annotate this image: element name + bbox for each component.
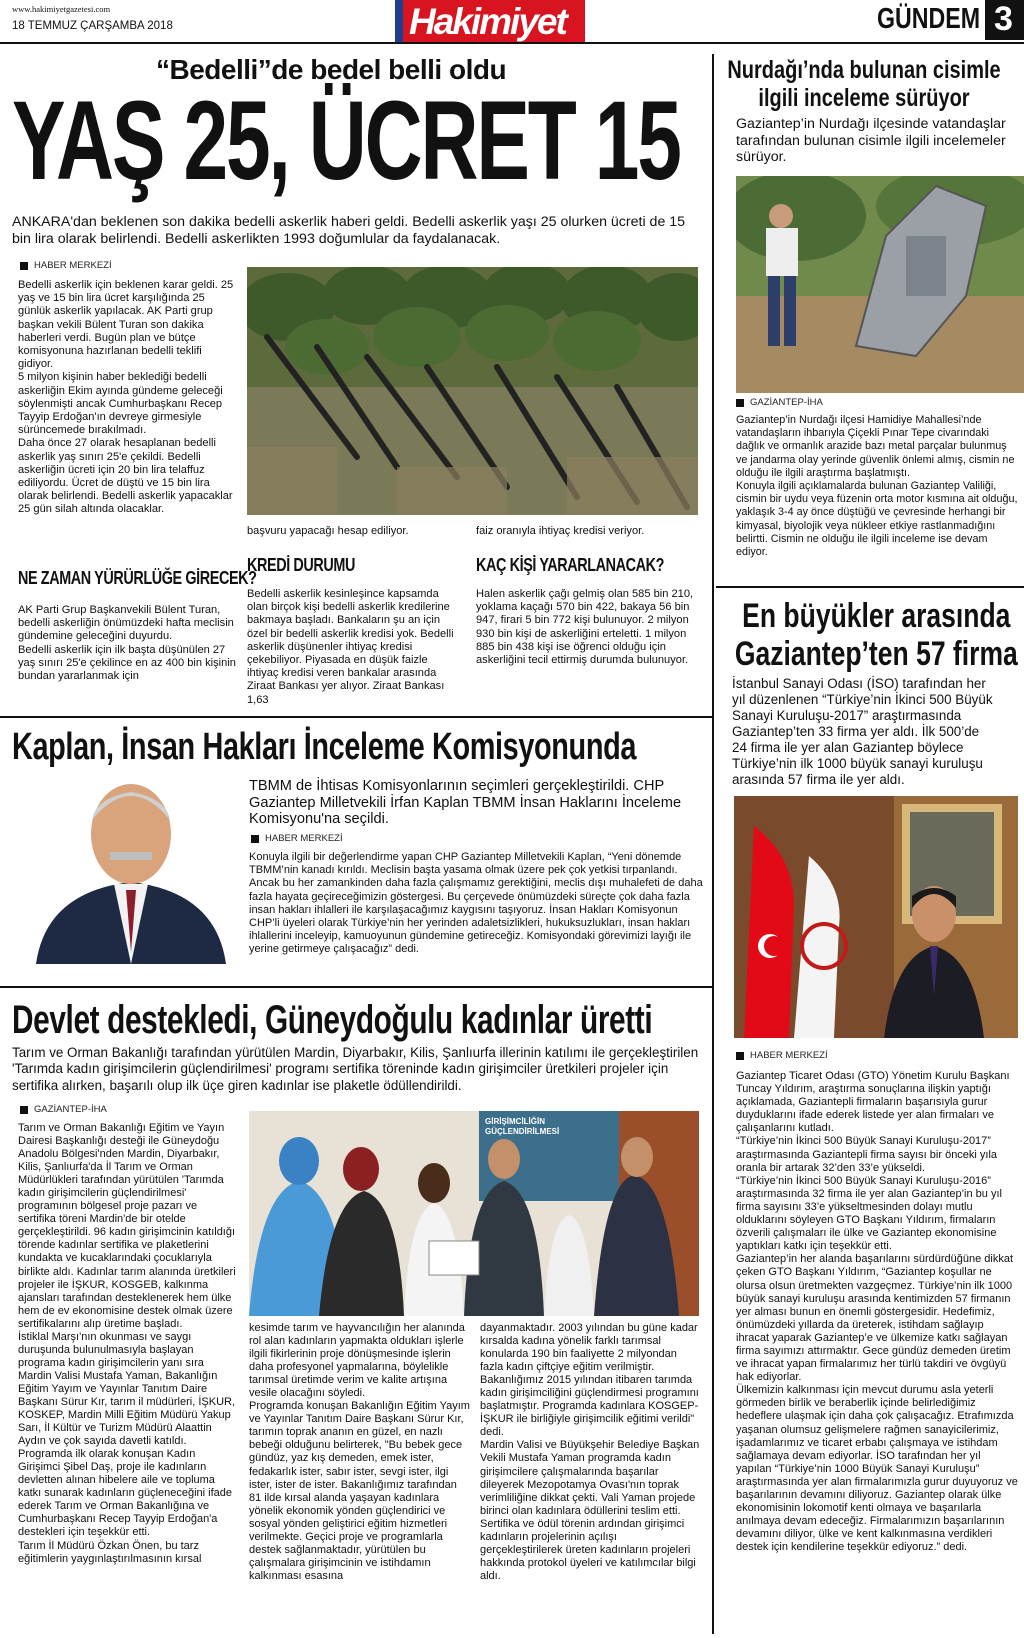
- byline-square-icon: [251, 835, 259, 843]
- newspaper-logo[interactable]: [395, 0, 585, 44]
- logo-text: Hakimiyet: [409, 1, 566, 42]
- bedelli-col1-text2: AK Parti Grup Başkanvekili Bülent Turan, bedelli askerliğin önümüzdeki hafta meclisin gündemine geleceğini duyurdu. Bedelli askerlik için ilk başta düşünülen 27 yaş sınırı 25'e çekilince en az 400 bin kişinin bundan yararlanmak için: [18, 604, 236, 683]
- devlet-col3-text: dayanmaktadır. 2003 yılından bu güne kadar kırsalda kadına yönelik farklı tarımsal konularda 190 bin faaliyette 2 milyondan fazla kadın çiftçiye eğitim verilmiştir. Bakanlığımız 2015 yılından itibaren tarımda kadın girişimciliğini güçlendirmesi programını başlatmıştır. Programda kadınlara KOSGEP-İŞKUR ile birliğiyle girişimcilik eğitimi verildi" dedi. Mardin Valisi ve Büyükşehir Belediye Başkan Vekili Mustafa Yaman programda kadın girişimcilere çalışmalarında başarılar dileyerek Mezopotamya Ovası'nın toprak verimliliğine dikkat çekti. Vali Yaman projede birinci olan kadınlara ödüllerini teslim etti. Sertifika ve ödül törenin ardından girişimci kadınların projelerinin açılışı gerçekleştirilerek üreten kadınların projeleri hakkında protokol üyeleri ve katılımcılar bilgi aldı.: [480, 1322, 700, 1582]
- nurdagi-byline: [736, 397, 823, 408]
- kaplan-text: Konuyla ilgili bir değerlendirme yapan CHP Gaziantep Milletvekili Kaplan, “Yeni dönemde TBMM’nin kanadı kırıldı. Meclisin başta yasama olmak üzere pek çok yetkisi tırpanlandı. Ancak bu her zamankinden daha fazla çalışmamız gerektiğini, meclis dışı muhalefeti de daha fazla hayata geçireceğimizin göstergesi. Bu çerçevede önümüzdeki süreçte çok daha fazla insan hakları ihlalleri ile karşılaşacağımız kaygısını taşıyoruz. İnsan Hakları Komisyonun CHP’li üyeleri olarak Türkiye’nin her yerinden adaletsizlikleri, hukuksuzlukları, insan hakları ihlallerini inceleyip, kamuoyunun gündemine getireceğiz. Komisyondaki görevimizi layığı ile yerine getirmeye çalışacağız” dedi.: [249, 851, 703, 956]
- devlet-headline: Devlet destekledi, Güneydoğulu kadınlar üretti: [12, 998, 653, 1042]
- bedelli-headline: YAŞ 25, ÜCRET 15: [12, 78, 680, 203]
- bedelli-subhead-when: NE ZAMAN YÜRÜRLÜĞE GİRECEK?: [18, 568, 257, 588]
- byline-text: GAZİANTEP-İHA: [750, 397, 823, 408]
- nurdagi-headline-text: Nurdağı’nda bulunan cisimle ilgili inceleme sürüyor: [727, 56, 1001, 112]
- page-number: 3: [994, 0, 1013, 38]
- nurdagi-photo: [736, 176, 1024, 393]
- gto-text: Gaziantep Ticaret Odası (GTO) Yönetim Kurulu Başkanı Tuncay Yıldırım, araştırma sonuçlarına ilişkin yaptığı açıklamada, Gaziantepli firmaların başarısıyla gurur duyduklarını ifade ederek listede yer alan firmaları ve çalışanlarını kutladı. “Türkiye’nin İkinci 500 Büyük Sanayi Kuruluşu-2017” araştırmasında Gaziantepli firma sayısı bir önceki yıla oranla bir artarak 32’den 33’e yükseldi. “Türkiye’nin İkinci 500 Büyük Sanayi Kuruluşu-2016” araştırmasında 32 firma ile yer alan Gaziantep’in bu yıl firma sayısını 33’e yükseltmesinden dolayı mutlu olduklarını söyleyen GTO Başkanı Yıldırım, firmaların özverili çalışmaları ile ülke ve Gaziantep ekonomisine yaptıkları katkı için teşekkür etti. Gaziantep’in her alanda başarılarını sürdürdüğüne dikkat çeken GTO Başkanı Yıldırım, “Gaziantep koşullar ne olursa olsun üretmekten vazgeçmez. Türkiye’nin ilk 1000 büyük sanayi kuruluşu arasında kentimizden 57 firmanın yer alması bunun en önemli göstergesidir. Hedefimiz, önümüzdeki yıllarda da üreterek, istihdam sağlayıp ihracat yaparak Gaziantep’e ve ülkemize katkı sağlayan firma sayımızı attırmaktır. Gece gündüz demeden üretim ve ihracat yapan firmalarımız her türlü takdiri ve övgüyü hak ediyorlar. Ülkemizin kalkınması için mevcut durumu asla yeterli görmeden birlik ve beraberlik içinde belirlediğimiz hedeflere ulaşmak için daha çok çalışacağız. Etrafımızda yaşanan olumsuz gelişmelere rağmen sanayicilerimiz, işadamlarımız ve ticaret erbabı çalışmaya ve istihdam sağlamaya devam ediyorlar. İSO tarafından her yıl yapılan “Türkiye’nin 1000 Büyük Sanayi Kuruluşu” araştırmasında yer alan firmalarımızla gurur duyuyoruz ve başarılarının devamını diliyoruz. Gaziantep olarak ülke ekonomisinin lokomotif kenti olmaya ve başarılarla anılmaya devam edeceğiz. Firmalarımızın başarılarının devamını diliyor, ülke ve kent kalkınmasına verdikleri destek için kendilerine teşekkür ediyoruz.” dedi.: [736, 1070, 1018, 1554]
- bedelli-kicker: “Bedelli”de bedel belli oldu: [156, 54, 507, 85]
- bedelli-col3-text: Halen askerlik çağı gelmiş olan 585 bin 210, yoklama kaçağı 570 bin 422, bakaya 56 bin 947, firari 5 bin 772 kişi bulunuyor. 2 milyon 930 bin kişi de askerliğini erteletti. 1 milyon 885 bin 438 kişi ise öğrenci olduğu için askerliğini tecil ettirmiş durumda bulunuyor.: [476, 588, 694, 667]
- bedelli-col2-top: başvuru yapacağı hesap ediliyor.: [247, 525, 409, 537]
- masthead-rule: [0, 42, 1024, 44]
- soldiers-photo: [247, 267, 698, 515]
- kaplan-headline: Kaplan, İnsan Hakları İnceleme Komisyonunda: [12, 726, 637, 768]
- byline-square-icon: [736, 399, 744, 407]
- bedelli-subhead-howmany: KAÇ KİŞİ YARARLANACAK?: [476, 555, 665, 575]
- issue-date: 18 TEMMUZ ÇARŞAMBA 2018: [12, 20, 173, 32]
- devlet-lead: Tarım ve Orman Bakanlığı tarafından yürütülen Mardin, Diyarbakır, Kilis, Şanlıurfa illerinin katılımı ile gerçekleştirilen 'Tarımda kadın girişimcilerin güçlendirilmesi' programı sertifika töreninde kadın girişimciler üretkileri projeler için sertifika alırken, başarılı olup ilk üçe giren kadınlar ise plaketle ödüllendirildi.: [12, 1045, 699, 1093]
- women-certificate-ceremony-image: [249, 1111, 699, 1316]
- devlet-photo: [249, 1111, 699, 1316]
- kaplan-byline: [251, 833, 343, 844]
- bedelli-col2-text: Bedelli askerlik kesinleşince kapsamda olan birçok kişi bedelli askerlik kredilerine bakmaya başladı. Bankaların şu an için özel bir bedelli askerlik kredisi yok. Bedelli askerlik düşünenler ihtiyaç kredisi çekebiliyor. Piyasada en düşük faizle ihtiyaç kredisi veren bankalar arasında Ziraat Bankası yer alıyor. Ziraat Bankası 1,63: [247, 588, 454, 706]
- bedelli-lead: ANKARA'dan beklenen son dakika bedelli askerlik haberi geldi. Bedelli askerlik yaşı 25 olurken ücreti de 15 bin lira olarak belirlendi. Bedelli askerlikten 1993 doğumlular da faydalanacak.: [12, 214, 686, 247]
- nurdagi-lead: Gaziantep’in Nurdağı ilçesinde vatandaşlar tarafından bulunan cisimle ilgili incelemeler sürüyor.: [736, 116, 1006, 165]
- byline-square-icon: [20, 262, 28, 270]
- kaplan-portrait-image: [26, 772, 236, 964]
- column-divider-right: [712, 54, 714, 1634]
- photo-banner-text: GİRİŞİMCİLİĞİN GÜÇLENDİRİLMESİ: [485, 1117, 560, 1136]
- devlet-col1-text: Tarım ve Orman Bakanlığı Eğitim ve Yayın Dairesi Başkanlığı desteği ile Güneydoğu Anadolu Bölgesi'nden Mardin, Diyarbakır, Kilis, Şanlıurfa'da İl Tarım ve Orman Müdürlükleri tarafından yürütülen 'Tarımda kadın girişimcilerin güçlendirilmesi' programının bölgesel proje pazarı ve sertifika töreni Mardin'de bir otelde gerçekleştirildi. 96 kadın girişimcinin katıldığı törende kadınlar sertifika ve plaketlerini kundakta ve kucaklarındaki çocuklarıyla birlikte aldı. Kadınlar tarım alanında üretkileri projeler ile İŞKUR, KOSGEB, kalkınma ajansları tarafından desteklenerek hem ülke hem de ev ekonomisine destek olmak üzere sertifikalarını alıp üretime başladı. İstiklal Marşı'nın okunması ve saygı duruşunda bulunulmasıyla başlayan programa kadın girişimcilerin yanı sıra Mardin Valisi Mustafa Yaman, Bakanlığın Eğitim Yayım ve Yayınlar Tanıtım Daire Başkanı Sürur Kır, tarım il müdürleri, İŞKUR, KOSKEP, Mardin Milli Eğitim Müdürü Yakup Sarı, İl Kültür ve Turizm Müdürü Alaattin Aydın ve çok sayıda davetli katıldı. Programda ilk olarak konuşan Kadın Girişimci Şibel Daş, proje ile kadınların devletten alınan hibelere aile ve topluma katkı sunarak kadınların güçleneceğini ifade ederek Tarım ve Orman Bakanlığına ve Cumhurbaşkanı Recep Tayyip Erdoğan'a destekleri için teşekkür etti. Tarım İl Müdürü Özkan Önen, bu tarz eğitimlerin yaygınlaştırılmasının kırsal: [18, 1122, 236, 1565]
- kaplan-lead: TBMM de İhtisas Komisyonlarının seçimleri gerçekleştirildi. CHP Gaziantep Milletvekili İrfan Kaplan TBMM İnsan Haklarını İnceleme Komisyonu'na seçildi.: [249, 778, 682, 827]
- soldiers-helmets-image: [247, 267, 698, 515]
- nurdagi-text: Gaziantep’in Nurdağı ilçesi Hamidiye Mahallesi’nde vatandaşların ihbarıyla Çiçekli Pınar Tepe civarındaki dağlık ve ormanlık arazide bazı metal parçalar bulunmuş ve jandarma olay yerinde güvenlik önlemi almış, cismin ne olduğu ile ilgili araştırma başlatmıştı. Konuyla ilgili açıklamalarda bulunan Gaziantep Valiliği, cismin bir uydu veya füzenin orta motor kısmına ait olduğu, yaklaşık 3-4 ay önce düştüğü ve çevresinde herhangi bir kimyasal, biyolojik veya nükleer etkiye rastlanmadığını belirtti. Cismin ne olduğu ile ilgili inceleme ise devam ediyor.: [736, 414, 1018, 559]
- gto-lead: İstanbul Sanayi Odası (İSO) tarafından her yıl düzenlenen “Türkiye’nin İkinci 500 Büyük Sanayi Kuruluşu-2017” araştırmasında Gaziantep’ten 33 firma yer aldı. İlk 500’de 24 firma ile yer alan Gaziantep böylece Türkiye’nin ilk 1000 büyük sanayi kuruluşu arasında 57 firma ile yer aldı.: [732, 676, 993, 787]
- gto-headline: [732, 597, 1021, 673]
- byline-text: HABER MERKEZİ: [34, 260, 112, 271]
- section-label: GÜNDEM: [877, 3, 981, 35]
- kaplan-bottom-rule: [0, 986, 712, 988]
- byline-text: GAZİANTEP-İHA: [34, 1104, 107, 1115]
- gto-photo: [734, 796, 1018, 1038]
- bedelli-bottom-rule: [0, 716, 712, 718]
- devlet-byline: [20, 1104, 107, 1115]
- byline-square-icon: [736, 1052, 744, 1060]
- gto-byline: [736, 1050, 828, 1061]
- bedelli-col1-text: Bedelli askerlik için beklenen karar geldi. 25 yaş ve 15 bin lira ücret karşılığında 25 günlük askerlik yapılacak. AK Parti grup başkan vekili Bülent Turan son dakika haberleri verdi. Bugün plan ve bütçe komisyonuna hazırlanan bedelli teklifi gidiyor. 5 milyon kişinin haber beklediği bedelli askerliğin Ekim ayında gündeme geleceği söylenmişti ancak Cumhurbaşkanı Recep Tayyip Erdoğan'ın devreye girmesiyle sürüncemede bırakılmadı. Daha önce 27 olarak hesaplanan bedelli askerlik yaş sınırı 25'e çekildi. Bedelli askerliğin ücreti için 20 bin lira telaffuz ediliyordu. Ücret de düştü ve 15 bin lira olarak belirlendi. Bedelli askerlik yapacaklar 25 gün silah altında olacaklar.: [18, 279, 234, 516]
- nurdagi-bottom-rule: [716, 586, 1024, 588]
- bedelli-byline: [20, 260, 112, 271]
- byline-square-icon: [20, 1106, 28, 1114]
- gto-president-image: [734, 796, 1018, 1038]
- website-url[interactable]: www.hakimiyetgazetesi.com: [12, 4, 111, 14]
- gto-headline-text: En büyükler arasında Gaziantep’ten 57 firma: [734, 597, 1018, 673]
- devlet-col2-text: kesimde tarım ve hayvancılığın her alanında rol alan kadınların yapmakta oldukları işlerle ilgili fikirlerinin proje dönüşmesinde işlerin daha profesyonel yapmalarına, böylelikle tarımsal üretimde verim ve kalite artışına vesile olacağını söyledi. Programda konuşan Bakanlığın Eğitim Yayım ve Yayınlar Tanıtım Daire Başkanı Sürur Kır, tarımın toprak ananın en güzel, en nazlı bebeği olduğunu belirterek, "Bu bebek gece gündüz, yaz kış demeden, emek ister, fedakarlık ister, sabır ister, sevgi ister, ilgi ister, ister de ister. Bakanlığımız tarafından 81 ilde kırsal alanda yaşayan kadınlara yönelik ekonomik yönden güçlendirici ve sosyal yönden geliştirici eğitim hizmetleri verilmekte. Geçici proje ve programlarla destek sağlanmaktadır, yürütülen bu çalışmalara girişimcinin ve istihdamın kalkınması esasına: [249, 1322, 470, 1582]
- byline-text: HABER MERKEZİ: [750, 1050, 828, 1061]
- kaplan-portrait: [26, 772, 236, 964]
- bedelli-col3-top: faiz oranıyla ihtiyaç kredisi veriyor.: [476, 525, 645, 537]
- page-number-box: [985, 0, 1024, 40]
- nurdagi-headline: [724, 56, 1004, 112]
- wreckage-inspection-image: [736, 176, 1024, 393]
- bedelli-subhead-credit: KREDİ DURUMU: [247, 555, 355, 575]
- byline-text: HABER MERKEZİ: [265, 833, 343, 844]
